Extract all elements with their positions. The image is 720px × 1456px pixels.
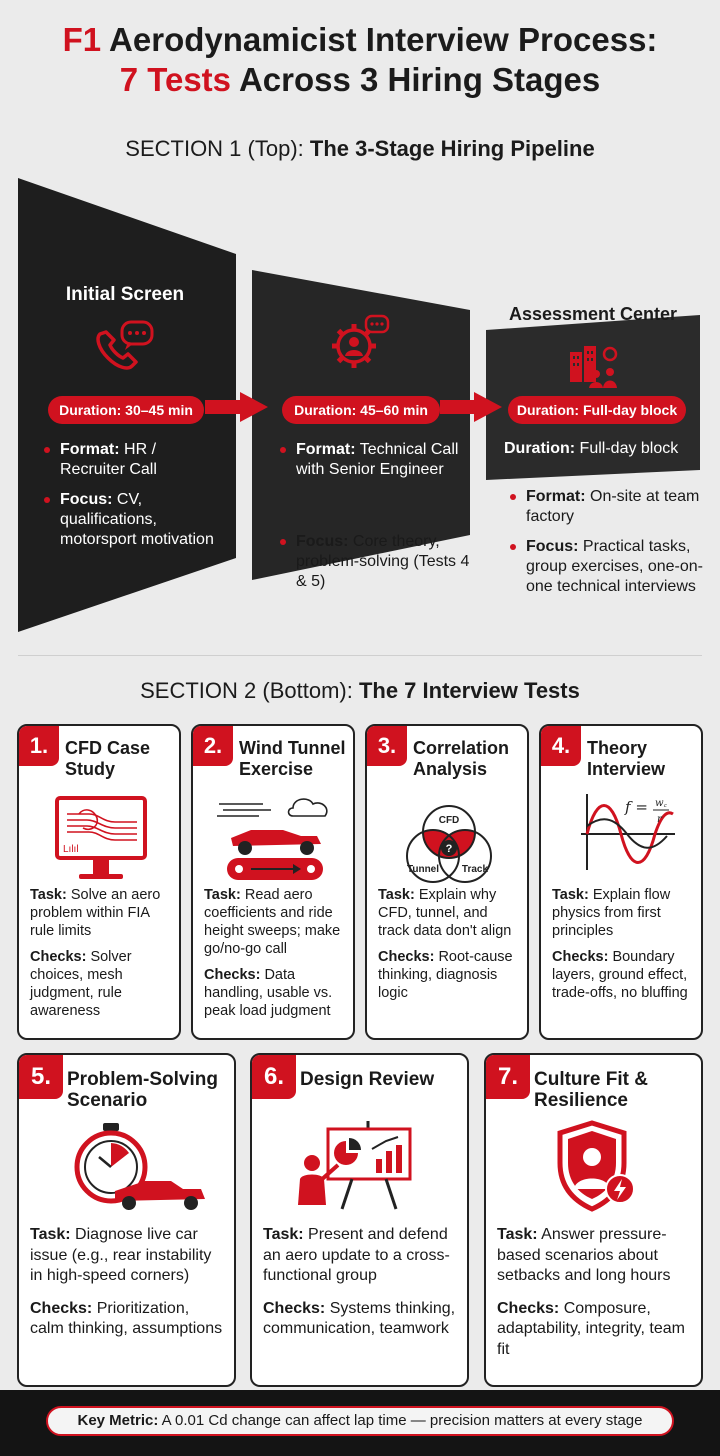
test-card-2: [191, 724, 355, 1040]
test-5-number: 5.: [19, 1055, 63, 1099]
venn-label-cfd: CFD: [438, 815, 460, 826]
stage-3-duration-pill: Duration: Full-day block: [508, 396, 686, 424]
test-2-checks: Checks: Data handling, usable vs. peak load judgment: [204, 967, 333, 1019]
test-2-text: [204, 886, 345, 1028]
stage-3-title: Assessment Center: [508, 304, 678, 324]
test-card-4: [539, 724, 703, 1040]
svg-text:r: r: [657, 814, 662, 825]
test-5-task: Task: Diagnose live car issue (e.g., rear instability in high-speed corners): [30, 1226, 212, 1284]
test-6-title: Design Review: [300, 1069, 435, 1090]
test-3-checks: Checks: Root-cause thinking, diagnosis logic: [378, 949, 513, 1001]
svg-text:w꜀: w꜀: [655, 798, 668, 809]
stage-1-duration-pill: Duration: 30–45 min: [48, 396, 204, 424]
page-title: F1 Aerodynamicist Interview Process: 7 Tests Across 3 Hiring Stages: [62, 21, 658, 98]
gear-person-chat-icon: [326, 314, 390, 370]
wave-formula-icon: [541, 786, 703, 896]
test-1-task: Task: Solve an aero problem within FIA rule limits: [30, 887, 161, 939]
test-5-text: [30, 1225, 226, 1348]
stage-3-focus: Focus: Practical tasks, group exercises, one-on-one technical interviews: [510, 537, 706, 597]
test-3-number: 3.: [367, 726, 407, 766]
stage-2-duration-pill: Duration: 45–60 min: [282, 396, 440, 424]
test-4-title: Theory Interview: [587, 738, 666, 779]
stage-1-details: [44, 440, 214, 560]
venn-diagram-icon: [367, 790, 529, 894]
test-1-title: CFD Case Study: [65, 738, 151, 779]
venn-label-track: Track: [461, 864, 489, 875]
test-3-text: [378, 886, 519, 1010]
stage-3-duration-line: Duration: Full-day block: [504, 440, 679, 457]
test-6-number: 6.: [252, 1055, 296, 1099]
stage-2-focus: Focus: Core theory, problem-solving (Tests 4 & 5): [280, 532, 470, 592]
stage-3-format: Format: On-site at team factory: [510, 487, 706, 527]
test-5-title: Problem-Solving Scenario: [67, 1069, 218, 1111]
phone-chat-icon: [92, 320, 158, 376]
section-2-heading: SECTION 2 (Bottom): The 7 Interview Tests: [140, 678, 580, 703]
test-6-checks: Checks: Systems thinking, communication, teamwork: [263, 1299, 456, 1337]
test-5-checks: Checks: Prioritization, calm thinking, assumptions: [30, 1299, 223, 1337]
test-2-task: Task: Read aero coefficients and ride height sweeps; make go/no-go call: [204, 887, 341, 957]
test-card-1: [17, 724, 181, 1040]
wind-tunnel-car-icon: [193, 790, 355, 894]
test-7-title: Culture Fit & Resilience: [534, 1069, 648, 1111]
test-1-checks: Checks: Solver choices, mesh judgment, rule awareness: [30, 949, 132, 1019]
section-1-heading: SECTION 1 (Top): The 3-Stage Hiring Pipeline: [125, 136, 595, 161]
factory-group-icon: [566, 344, 624, 390]
stage-2-format: Format: Technical Call with Senior Engineer: [280, 440, 460, 480]
svg-text:f =: f =: [625, 798, 648, 816]
test-card-7: [484, 1053, 703, 1387]
test-6-task: Task: Present and defend an aero update to a cross-functional group: [263, 1226, 450, 1284]
test-1-text: [30, 886, 171, 1028]
test-6-text: [263, 1225, 459, 1348]
presenter-board-icon: [252, 1119, 469, 1215]
cfd-monitor-icon: [19, 792, 181, 896]
test-4-checks: Checks: Boundary layers, ground effect, trade-offs, no bluffing: [552, 949, 688, 1001]
venn-label-tunnel: Tunnel: [406, 864, 440, 875]
venn-center-label: ?: [445, 843, 453, 855]
key-metric-banner: Key Metric: A 0.01 Cd change can affect lap time — precision matters at every stage: [46, 1406, 674, 1436]
test-2-number: 2.: [193, 726, 233, 766]
stage-1-focus: Focus: CV, qualifications, motorsport motivation: [44, 490, 214, 550]
test-1-number: 1.: [19, 726, 59, 766]
test-2-title: Wind Tunnel Exercise: [239, 738, 346, 779]
test-7-number: 7.: [486, 1055, 530, 1099]
shield-person-bolt-icon: [486, 1117, 703, 1217]
test-4-task: Task: Explain flow physics from first principles: [552, 887, 671, 939]
test-4-text: [552, 886, 693, 1010]
test-3-title: Correlation Analysis: [413, 738, 510, 779]
stage-2-format-list: [280, 440, 460, 490]
stage-1-title: Initial Screen: [65, 284, 185, 305]
test-7-checks: Checks: Composure, adaptability, integrity, team fit: [497, 1299, 685, 1358]
stage-3-details: [510, 487, 706, 607]
stopwatch-car-icon: [19, 1119, 236, 1215]
svg-text:Lılıl: Lılıl: [63, 844, 79, 855]
test-7-task: Task: Answer pressure-based scenarios about setbacks and long hours: [497, 1226, 671, 1284]
stage-1-format: Format: HR / Recruiter Call: [44, 440, 214, 480]
test-card-3: [365, 724, 529, 1040]
test-card-6: [250, 1053, 469, 1387]
section-divider: [18, 655, 702, 656]
test-card-5: [17, 1053, 236, 1387]
test-3-task: Task: Explain why CFD, tunnel, and track data don't align: [378, 887, 512, 939]
test-7-text: [497, 1225, 693, 1368]
stage-2-focus-list: [280, 532, 470, 602]
test-4-number: 4.: [541, 726, 581, 766]
